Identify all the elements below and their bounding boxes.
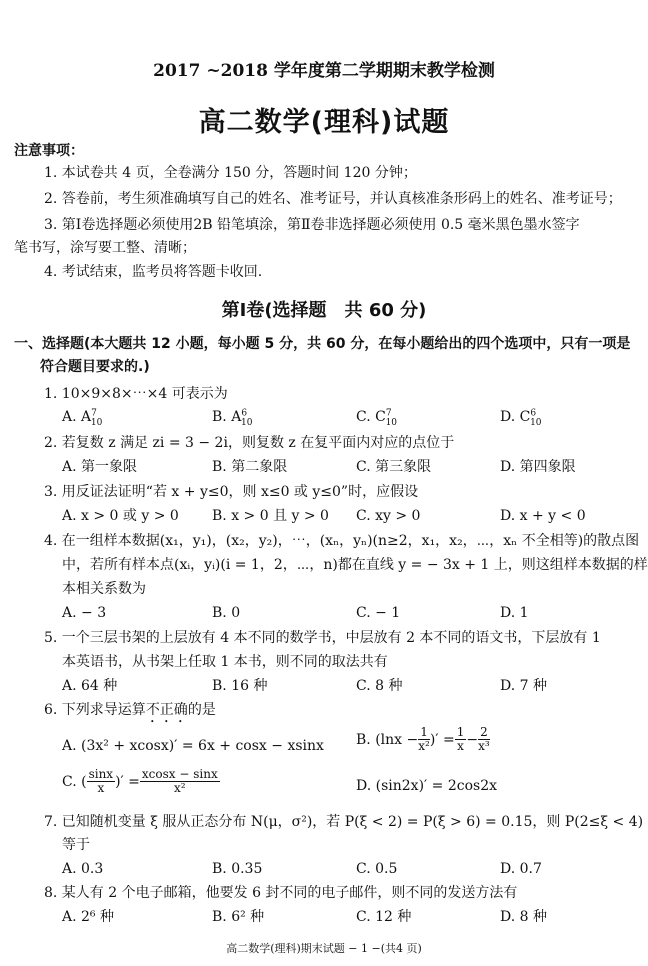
notice-item: 2. 答卷前，考生须准确填写自己的姓名、准考证号，并认真核准条形码上的姓名、准考证号；: [44, 191, 622, 207]
fraction: $\frac{2}{\text{x³}}$: [478, 725, 490, 753]
fraction: $\frac{\sin x}{x}$: [88, 767, 114, 795]
option-c[interactable]: C. 第三象限: [356, 459, 432, 475]
question-stem: 1. 10×9×8×⋯×4 可表示为: [44, 386, 228, 402]
option-d[interactable]: D. 8 种: [500, 909, 547, 925]
option-a[interactable]: A. (3x² + xcosx)′ = 6x + cosx − xsinx: [62, 738, 324, 754]
option-a[interactable]: A. 0.3: [62, 861, 104, 877]
option-c[interactable]: C. ( $\frac{\sin x}{x}$ )′ = $\frac{xcosx - \sin x}{\text{x²}}$: [62, 767, 218, 795]
option-b[interactable]: B. 6² 种: [212, 909, 265, 925]
option-a[interactable]: A. 64 种: [62, 678, 118, 694]
part-instructions: 符合题目要求的.): [40, 359, 150, 375]
option-a[interactable]: A. x > 0 或 y > 0: [62, 508, 179, 524]
option-c[interactable]: C. 8 种: [356, 678, 403, 694]
fraction: $\frac{xcosx - \sin x}{\text{x²}}$: [141, 767, 218, 795]
option-c[interactable]: C. $C^7_{10}$: [356, 408, 398, 428]
question-stem: 中，若所有样本点(xᵢ，yᵢ)(i = 1，2，⋯，n)都在直线 y = − 3x + 1 上，则这组样本数据的样: [62, 557, 648, 573]
option-d[interactable]: D. 第四象限: [500, 459, 576, 475]
notice-heading: 注意事项：: [14, 143, 84, 159]
notice-item: 1. 本试卷共 4 页，全卷满分 150 分，答题时间 120 分钟；: [44, 165, 417, 181]
option-b[interactable]: B. (lnx − $\frac{1}{\text{x²}}$ )′ = $\frac{1}{x}$ − $\frac{2}{\text{x³}}$: [356, 725, 490, 753]
page-footer: 高二数学(理科)期末试题 − 1 −(共4 页): [226, 942, 422, 955]
option-c[interactable]: C. 0.5: [356, 861, 398, 877]
option-d[interactable]: D. $C^6_{10}$: [500, 408, 542, 428]
fraction: $\frac{1}{\text{x²}}$: [418, 725, 430, 753]
notice-item: 笔书写，涂写要工整、清晰；: [14, 240, 196, 256]
option-d[interactable]: D. (sin2x)′ = 2cos2x: [356, 778, 498, 794]
fraction: $\frac{1}{x}$: [456, 725, 465, 753]
question-stem: 等于: [62, 837, 90, 853]
option-d[interactable]: D. 1: [500, 605, 529, 621]
question-stem: 本相关系数为: [62, 581, 146, 597]
option-b[interactable]: B. 16 种: [212, 678, 268, 694]
option-a[interactable]: A. 第一象限: [62, 459, 138, 475]
option-b[interactable]: B. 第二象限: [212, 459, 288, 475]
option-a[interactable]: A. 2⁶ 种: [62, 909, 114, 925]
option-c[interactable]: C. xy > 0: [356, 508, 421, 524]
question-stem: 6. 下列求导运算不正确的是: [44, 702, 216, 718]
option-b[interactable]: B. 0.35: [212, 861, 263, 877]
option-d[interactable]: D. 7 种: [500, 678, 547, 694]
option-b[interactable]: B. $A^6_{10}$: [212, 408, 253, 428]
notice-item: 3. 第Ⅰ卷选择题必须使用2B 铅笔填涂，第Ⅱ卷非选择题必须使用 0.5 毫米黑色墨水签字: [44, 217, 580, 233]
part-instructions: 一、选择题(本大题共 12 小题，每小题 5 分，共 60 分，在每小题给出的四个选项中，只有一项是: [14, 336, 631, 352]
page-title: 高二数学(理科)试题: [198, 107, 450, 138]
option-d[interactable]: D. 0.7: [500, 861, 542, 877]
question-stem: 3. 用反证法证明“若 x + y≤0，则 x≤0 或 y≤0”时，应假设: [44, 484, 419, 500]
option-d[interactable]: D. x + y < 0: [500, 508, 586, 524]
emphasis-text: 不正确: [145, 702, 188, 718]
question-stem: 8. 某人有 2 个电子邮箱，他要发 6 封不同的电子邮件，则不同的发送方法有: [44, 885, 518, 901]
option-b[interactable]: B. x > 0 且 y > 0: [212, 508, 329, 524]
option-c[interactable]: C. 12 种: [356, 909, 412, 925]
option-a[interactable]: A. $A^7_{10}$: [62, 408, 103, 428]
question-stem: 5. 一个三层书架的上层放有 4 本不同的数学书，中层放有 2 本不同的语文书，下层放有 1: [44, 630, 601, 646]
exam-session-line: 2017 ~2018 学年度第二学期期末教学检测: [153, 61, 495, 81]
question-stem: 本英语书，从书架上任取 1 本书，则不同的取法共有: [62, 654, 388, 670]
option-b[interactable]: B. 0: [212, 605, 241, 621]
option-c[interactable]: C. − 1: [356, 605, 401, 621]
question-stem: 2. 若复数 z 满足 zi = 3 − 2i，则复数 z 在复平面内对应的点位于: [44, 435, 455, 451]
notice-item: 4. 考试结束，监考员将答题卡收回.: [44, 264, 263, 280]
section-title: 第Ⅰ卷(选择题 共 60 分): [221, 300, 427, 321]
question-stem: 4. 在一组样本数据(x₁，y₁)，(x₂，y₂)，⋯，(xₙ，yₙ)(n≥2，x₁，x₂，⋯，xₙ 不全相等)的散点图: [44, 533, 640, 549]
option-a[interactable]: A. − 3: [62, 605, 107, 621]
question-stem: 7. 已知随机变量 ξ 服从正态分布 N(μ，σ²)，若 P(ξ < 2) = P(ξ > 6) = 0.15，则 P(2≤ξ < 4): [44, 814, 644, 830]
